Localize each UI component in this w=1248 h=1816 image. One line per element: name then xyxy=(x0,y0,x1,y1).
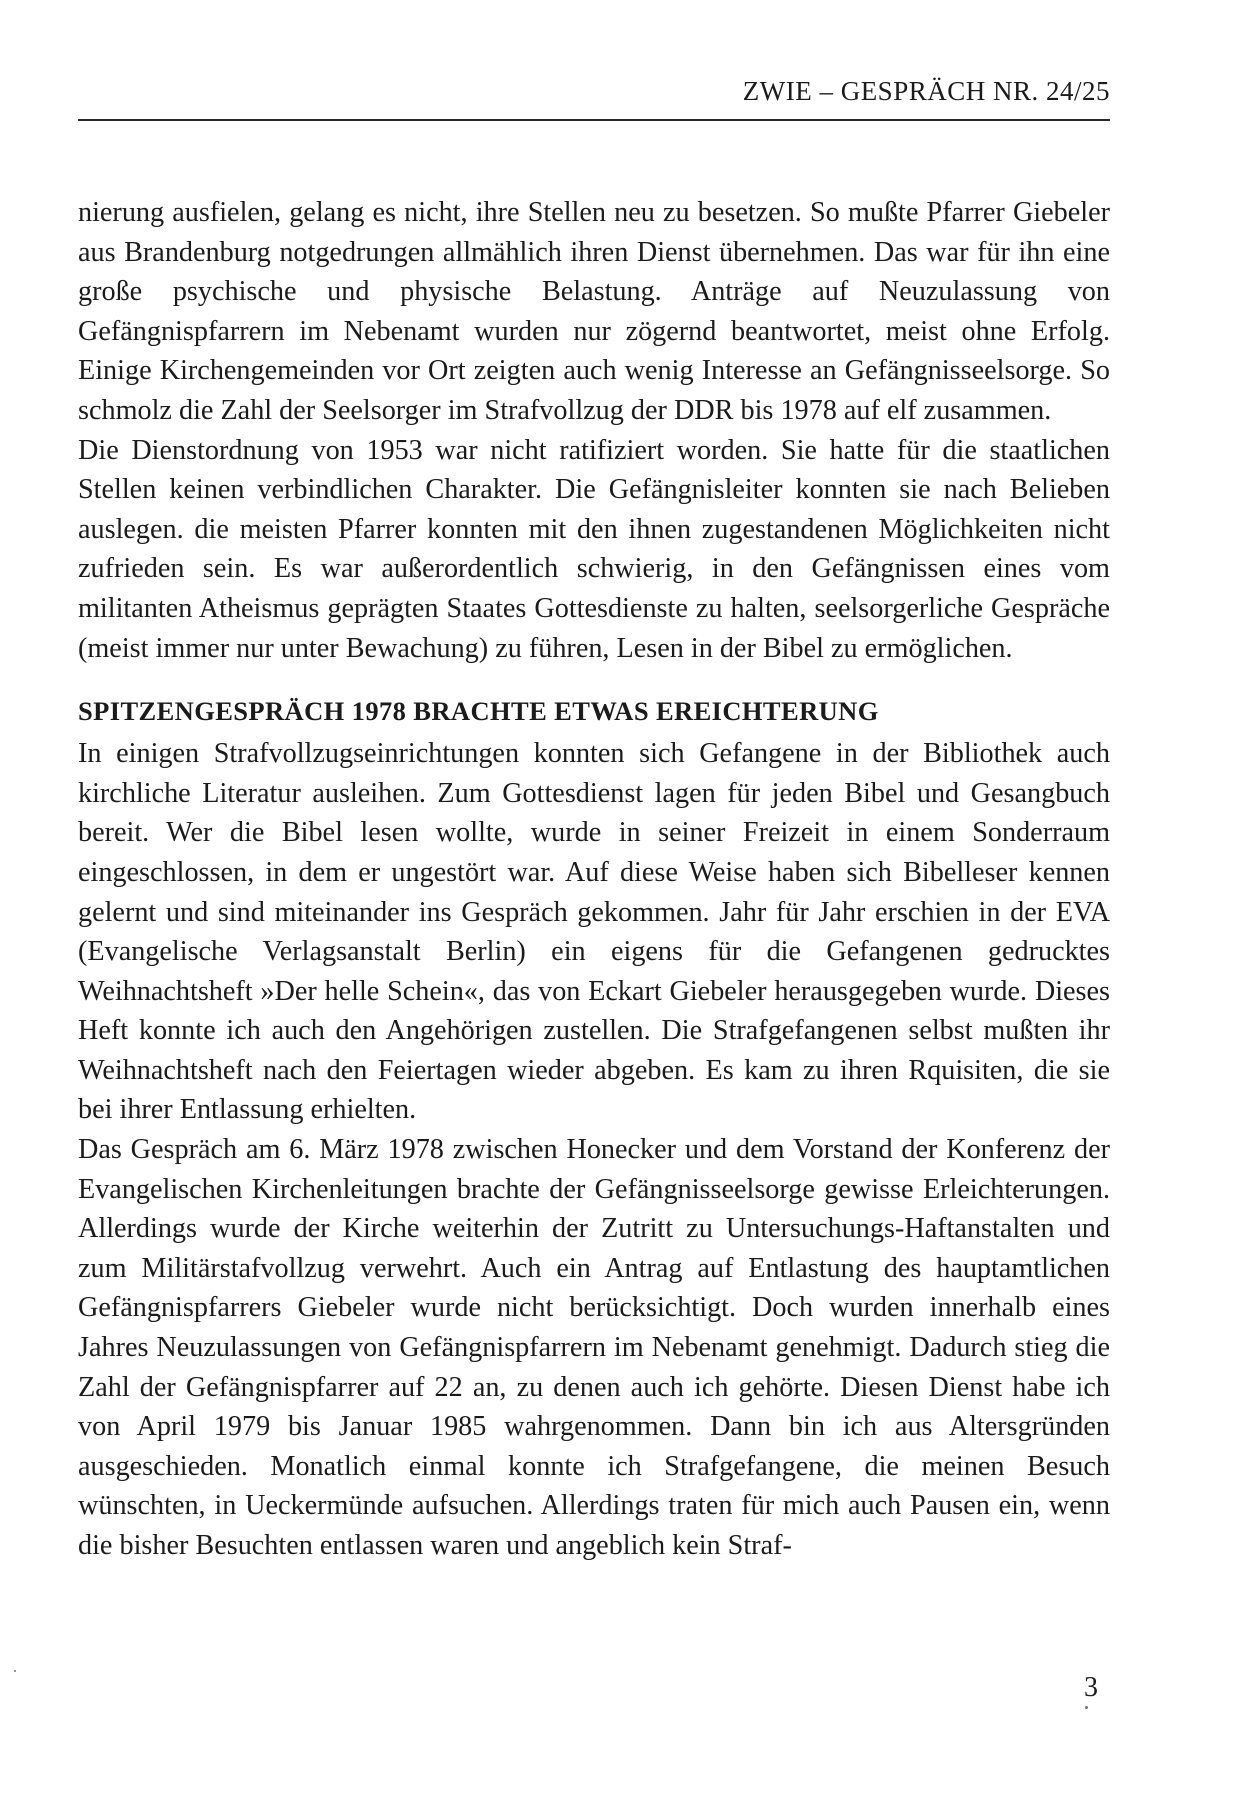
scan-speck xyxy=(14,1670,16,1672)
running-header: ZWIE – GESPRÄCH NR. 24/25 xyxy=(742,76,1110,106)
section-paragraph-1: In einigen Strafvollzugseinrichtungen konnten sich Gefangene in der Bibliothek auch kirchliche Literatur ausleihen. Zum Gottesdienst lagen für jeden Bibel und Gesangbuch bereit. Wer die Bibel lesen wollte, wurde in seiner Freizeit in einem Sonderraum eingeschlossen, in dem er ungestört war. Auf diese Weise haben sich Bibelleser kennen gelernt und sind miteinander ins Gespräch gekommen. Jahr für Jahr erschien in der EVA (Evangelische Verlagsanstalt Berlin) ein eigens für die Gefangenen gedrucktes Weihnachtsheft »Der helle Schein«, das von Eckart Giebeler herausgegeben wurde. Dieses Heft konnte ich auch den Angehörigen zustellen. Die Strafgefangenen selbst mußten ihr Weihnachtsheft nach den Feiertagen wieder abgeben. Es kam zu ihren Rquisiten, die sie bei ihrer Entlassung erhielten. xyxy=(78,738,1110,1126)
scan-speck xyxy=(1085,1706,1088,1709)
paragraph-2: Die Dienstordnung von 1953 war nicht ratifiziert worden. Sie hatte für die staatlichen Stellen keinen verbindlichen Charakter. Die Gefängnisleiter konnten sie nach Belieben auslegen. die meisten Pfarrer konnten mit den ihnen zugestandenen Möglichkeiten nicht zufrieden sein. Es war außerordentlich schwierig, in den Gefängnissen eines vom militanten Atheismus geprägten Staates Gottesdienste zu halten, seelsorgerliche Gespräche (meist immer nur unter Bewachung) zu führen, Lesen in der Bibel zu ermöglichen. xyxy=(78,434,1110,664)
body-text xyxy=(78,193,1110,1566)
header-rule xyxy=(78,119,1110,121)
section-heading: SPITZENGESPRÄCH 1978 BRACHTE ETWAS EREICHTERUNG xyxy=(78,696,879,727)
page-number: 3 xyxy=(1084,1672,1098,1703)
section-paragraph-2: Das Gespräch am 6. März 1978 zwischen Honecker und dem Vorstand der Konferenz der Evangelischen Kirchenleitungen brachte der Gefängnisseelsorge gewisse Erleichterungen. Allerdings wurde der Kirche weiterhin der Zutritt zu Untersuchungs-Haftanstalten und zum Militärstafvollzug verwehrt. Auch ein Antrag auf Entlastung des hauptamtlichen Gefängnispfarrers Giebeler wurde nicht berücksichtigt. Doch wurden innerhalb eines Jahres Neuzulassungen von Gefängnispfarrern im Nebenamt genehmigt. Dadurch stieg die Zahl der Gefängnispfarrer auf 22 an, zu denen auch ich gehörte. Diesen Dienst habe ich von April 1979 bis Januar 1985 wahrgenommen. Dann bin ich aus Altersgründen ausgeschieden. Monatlich einmal konnte ich Strafgefangene, die meinen Besuch wünschten, in Ueckermünde aufsuchen. Allerdings traten für mich auch Pausen ein, wenn die bisher Besuchten entlassen waren und angeblich kein Straf- xyxy=(78,1134,1110,1561)
paragraph-1: nierung ausfielen, gelang es nicht, ihre Stellen neu zu besetzen. So mußte Pfarrer Giebeler aus Brandenburg notgedrungen allmählich ihren Dienst übernehmen. Das war für ihn eine große psychische und physische Belastung. Anträge auf Neuzulassung von Gefängnispfarrern im Nebenamt wurden nur zögernd beantwortet, meist ohne Erfolg. Einige Kirchengemeinden vor Ort zeigten auch wenig Interesse an Gefängnisseelsorge. So schmolz die Zahl der Seelsorger im Strafvollzug der DDR bis 1978 auf elf zusammen. xyxy=(78,197,1110,426)
